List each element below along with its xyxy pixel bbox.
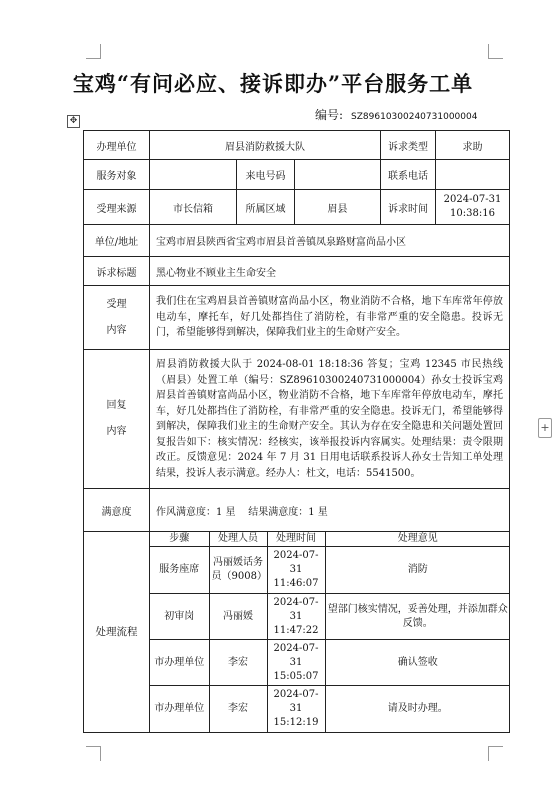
reply-label-line1: 回复	[106, 400, 127, 411]
type-label: 诉求类型	[381, 131, 436, 160]
flow-time-clock: 11:46:07	[273, 578, 319, 589]
satisfaction-value: 作风满意度：1 星 结果满意度：1 星	[150, 489, 510, 532]
reply-label-line2: 内容	[106, 426, 127, 437]
flow-time-date: 2024-07-31	[273, 596, 319, 622]
table-move-handle-icon[interactable]: ✥	[67, 115, 80, 128]
region-value: 眉县	[295, 190, 381, 225]
office-value: 眉县消防救援大队	[150, 131, 381, 160]
flow-person: 李宏	[209, 686, 267, 732]
office-label: 办理单位	[84, 131, 150, 160]
flow-opinion: 确认签收	[325, 640, 510, 686]
flow-time-clock: 15:05:07	[273, 670, 319, 682]
document-title: 宝鸡“有问必应、接诉即办”平台服务工单	[72, 71, 474, 96]
time-date: 2024-07-31	[443, 194, 502, 205]
flow-time-date: 2024-07-31	[273, 550, 319, 575]
flow-cell	[150, 532, 510, 733]
satisfaction-label: 满意度	[84, 489, 150, 532]
flow-row	[150, 640, 510, 686]
flow-header-person: 处理人员	[209, 532, 267, 547]
reply-content: 眉县消防救援大队于 2024-08-01 18:18:36 答复；宝鸡 12345 市民热线（眉县）处置工单（编号：SZ89610300240731000004）孙女士投诉宝鸡眉县首善镇财富尚品小区，物业消防不合格，地下车库常年停放电动车，摩托车，好几处都挡住了消防栓，有非常严重的安全隐患。投诉无门，希望能够得到解决，保障我们业主的生命财产安全。其认为存在安全隐患和关问题处置回复报告如下：核实情况：经核实，该举报投诉内容属实。处理结果：责令限期改正。反馈意见：2024 年 7 月 31 日用电话联系投诉人孙女士告知工单处理结果，投诉人表示满意。经办人：杜文，电话：5541500。	[150, 350, 510, 489]
serial-value: SZ89610300240731000004	[351, 112, 478, 122]
flow-time-clock: 15:12:19	[273, 716, 319, 728]
target-value	[150, 160, 237, 190]
flow-person: 冯丽媛话务员（9008）	[209, 547, 267, 594]
page-corner-mark	[488, 746, 503, 761]
address-value: 宝鸡市眉县陕西省宝鸡市眉县首善镇凤泉路财富尚品小区	[150, 225, 510, 257]
serial-label: 编号:	[315, 108, 344, 122]
flow-time-clock: 11:47:22	[273, 624, 319, 636]
flow-time-date: 2024-07-31	[273, 642, 319, 668]
address-label: 单位/地址	[84, 225, 150, 257]
contact-value	[436, 160, 510, 190]
flow-step: 市办理单位	[150, 686, 209, 732]
flow-table	[150, 532, 510, 732]
accept-label-line1: 受理	[106, 298, 127, 310]
flow-time	[267, 547, 325, 594]
source-label: 受理来源	[84, 190, 150, 225]
flow-header-step: 步骤	[150, 532, 209, 547]
subject-label: 诉求标题	[84, 257, 150, 286]
time-label: 诉求时间	[381, 190, 436, 225]
flow-row	[150, 547, 510, 594]
flow-opinion: 望部门核实情况，妥善处理，并添加群众反馈。	[325, 594, 510, 640]
accept-content: 我们住在宝鸡眉县首善镇财富尚品小区，物业消防不合格，地下车库常年停放电动车，摩托车，好几处都挡住了消防栓，有非常严重的安全隐患。投诉无门，希望能够得到解决，保障我们业主的生命财产安全。	[150, 286, 510, 350]
type-value: 求助	[436, 131, 510, 160]
flow-header-time: 处理时间	[267, 532, 325, 547]
flow-row	[150, 594, 510, 640]
flow-opinion: 请及时办理。	[325, 686, 510, 732]
flow-person: 李宏	[209, 640, 267, 686]
page-corner-mark	[488, 44, 503, 59]
flow-header-opinion: 处理意见	[325, 532, 510, 547]
page-corner-mark	[86, 746, 101, 761]
source-value: 市长信箱	[150, 190, 237, 225]
accept-label-line2: 内容	[106, 324, 127, 336]
accept-label	[84, 286, 150, 350]
flow-time	[267, 640, 325, 686]
phone-in-value	[295, 160, 381, 190]
flow-step: 服务座席	[150, 547, 209, 594]
flow-step: 初审岗	[150, 594, 209, 640]
phone-in-label: 来电号码	[237, 160, 295, 190]
flow-time-date: 2024-07-31	[273, 688, 319, 714]
time-value	[436, 190, 510, 225]
flow-label: 处理流程	[84, 532, 150, 733]
reply-label	[84, 350, 150, 489]
flow-time	[267, 686, 325, 732]
contact-label: 联系电话	[381, 160, 436, 190]
flow-opinion: 消防	[325, 547, 510, 594]
subject-value: 黑心物业不顾业主生命安全	[150, 257, 510, 286]
time-clock: 10:38:16	[450, 208, 495, 219]
region-label: 所属区域	[237, 190, 295, 225]
target-label: 服务对象	[84, 160, 150, 190]
serial-number	[315, 106, 477, 123]
page-corner-mark	[86, 44, 101, 59]
work-order-table	[83, 130, 510, 733]
flow-time	[267, 594, 325, 640]
flow-step: 市办理单位	[150, 640, 209, 686]
add-column-icon[interactable]: +	[538, 418, 552, 438]
flow-person: 冯丽媛	[209, 594, 267, 640]
flow-row	[150, 686, 510, 732]
